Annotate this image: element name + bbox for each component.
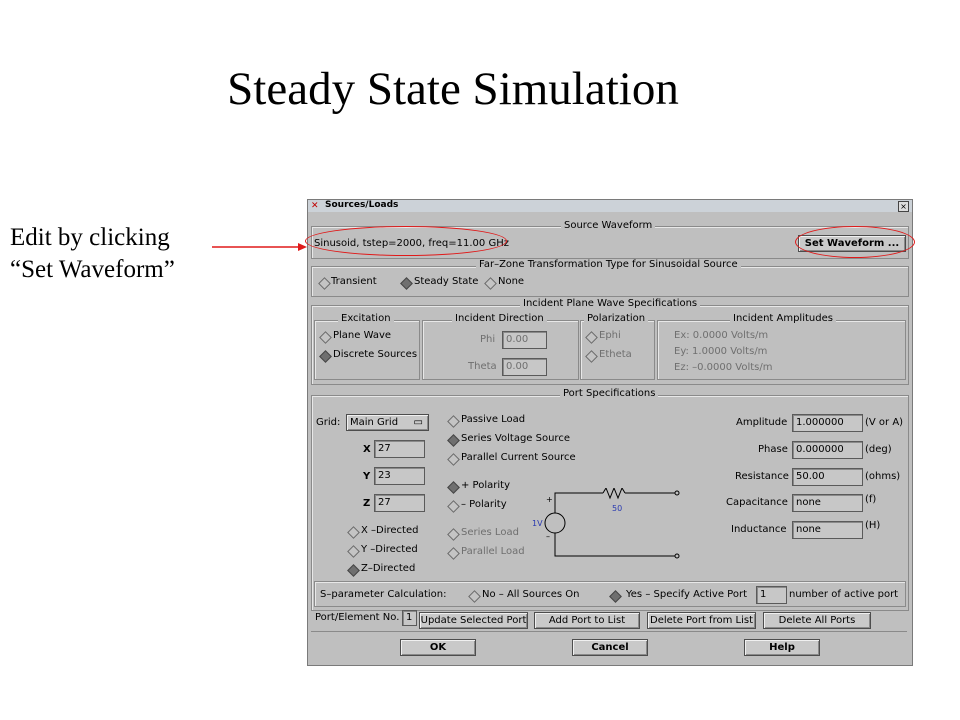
ex-amplitude: Ex: 0.0000 Volts/m: [674, 330, 769, 341]
window-titlebar: [308, 200, 912, 212]
inductance-unit: (H): [865, 520, 881, 531]
phi-input[interactable]: 0.00: [502, 331, 547, 349]
amplitude-input[interactable]: 1.000000: [792, 414, 863, 432]
add-port-button[interactable]: Add Port to List: [534, 612, 640, 629]
waveform-summary-highlight: [305, 226, 507, 256]
x-input[interactable]: 27: [374, 440, 425, 458]
resistance-unit: (ohms): [865, 471, 901, 482]
ez-amplitude: Ez: –0.0000 Volts/m: [674, 362, 773, 373]
grid-label: Grid:: [316, 417, 341, 428]
port-spec-title: Port Specifications: [560, 388, 658, 399]
phase-unit: (deg): [865, 444, 892, 455]
annotation-arrow: [210, 240, 310, 254]
sparam-yes-label[interactable]: Yes – Specify Active Port: [626, 589, 748, 600]
polarization-title: Polarization: [584, 313, 648, 324]
annotation-line-2: “Set Waveform”: [10, 256, 175, 283]
phi-label: Phi: [480, 334, 496, 345]
port-element-label: Port/Element No.: [315, 612, 400, 623]
far-zone-title: Far–Zone Transformation Type for Sinusoidal Source: [476, 259, 741, 270]
capacitance-label: Capacitance: [726, 497, 788, 508]
set-waveform-button[interactable]: Set Waveform ...: [798, 235, 906, 252]
incident-plane-title: Incident Plane Wave Specifications: [520, 298, 700, 309]
incident-direction-title: Incident Direction: [452, 313, 547, 324]
annotation-text: [10, 222, 175, 286]
amplitude-label: Amplitude: [736, 417, 788, 428]
set-waveform-highlight: [795, 226, 915, 258]
passive-load-label[interactable]: Passive Load: [461, 414, 526, 425]
series-load-label[interactable]: Series Load: [461, 527, 519, 538]
plus-polarity-label[interactable]: + Polarity: [461, 480, 510, 491]
window-title: Sources/Loads: [325, 200, 399, 210]
incident-direction-group: [422, 320, 579, 380]
sparam-label: S–parameter Calculation:: [320, 589, 447, 600]
y-directed-label[interactable]: Y –Directed: [361, 544, 418, 555]
inductance-label: Inductance: [731, 524, 787, 535]
resistor-50-label: 50: [612, 504, 623, 513]
grid-dropdown[interactable]: [346, 414, 429, 431]
far-zone-transient-label[interactable]: Transient: [331, 276, 377, 287]
waveform-summary: Sinusoid, tstep=2000, freq=11.00 GHz: [314, 238, 509, 249]
discrete-sources-label[interactable]: Discrete Sources: [333, 349, 418, 360]
x-icon: ✕: [311, 201, 319, 211]
source-waveform-title: Source Waveform: [561, 220, 655, 231]
sparam-no-label[interactable]: No – All Sources On: [482, 589, 580, 600]
parallel-load-label[interactable]: Parallel Load: [461, 546, 525, 557]
cancel-button[interactable]: Cancel: [572, 639, 648, 656]
incident-amplitudes-title: Incident Amplitudes: [730, 313, 836, 324]
dropdown-arrow-icon: ▭: [413, 417, 423, 428]
phase-label: Phase: [758, 444, 788, 455]
excitation-title: Excitation: [338, 313, 394, 324]
far-zone-steady-state-label[interactable]: Steady State: [414, 276, 479, 287]
etheta-label[interactable]: Etheta: [599, 349, 632, 360]
delete-all-ports-button[interactable]: Delete All Ports: [763, 612, 871, 629]
theta-input[interactable]: 0.00: [502, 358, 547, 376]
update-port-button[interactable]: Update Selected Port: [419, 612, 528, 629]
slide-title: Steady State Simulation: [227, 63, 679, 115]
help-button[interactable]: Help: [744, 639, 820, 656]
resistance-input[interactable]: 50.00: [792, 468, 863, 486]
annotation-line-1: Edit by clicking: [10, 224, 170, 251]
z-label: Z: [363, 498, 371, 509]
ephi-label[interactable]: Ephi: [599, 330, 621, 341]
delete-port-button[interactable]: Delete Port from List: [647, 612, 756, 629]
series-voltage-label[interactable]: Series Voltage Source: [461, 433, 570, 444]
close-icon[interactable]: ×: [898, 201, 909, 212]
far-zone-none-label[interactable]: None: [498, 276, 525, 287]
theta-label: Theta: [468, 361, 497, 372]
x-label: X: [363, 444, 371, 455]
plane-wave-label[interactable]: Plane Wave: [333, 330, 392, 341]
capacitance-unit: (f): [865, 494, 877, 505]
amplitude-unit: (V or A): [865, 417, 904, 428]
port-element-input[interactable]: 1: [402, 610, 417, 626]
schematic-minus: –: [546, 532, 550, 541]
minus-polarity-label[interactable]: – Polarity: [461, 499, 507, 510]
x-directed-label[interactable]: X –Directed: [361, 525, 419, 536]
resistance-label: Resistance: [735, 471, 789, 482]
capacitance-input[interactable]: none: [792, 494, 863, 512]
z-directed-label[interactable]: Z–Directed: [361, 563, 416, 574]
active-port-label: number of active port: [789, 589, 899, 600]
source-1v-label: 1V: [532, 519, 543, 528]
inductance-input[interactable]: none: [792, 521, 863, 539]
y-input[interactable]: 23: [374, 467, 425, 485]
grid-dropdown-value: Main Grid: [350, 417, 399, 428]
y-label: Y: [363, 471, 371, 482]
schematic-plus: +: [546, 495, 553, 504]
ok-button[interactable]: OK: [400, 639, 476, 656]
z-input[interactable]: 27: [374, 494, 425, 512]
active-port-input[interactable]: 1: [756, 586, 787, 604]
parallel-current-label[interactable]: Parallel Current Source: [461, 452, 576, 463]
phase-input[interactable]: 0.000000: [792, 441, 863, 459]
ey-amplitude: Ey: 1.0000 Volts/m: [674, 346, 768, 357]
sources-loads-window: [307, 199, 913, 666]
